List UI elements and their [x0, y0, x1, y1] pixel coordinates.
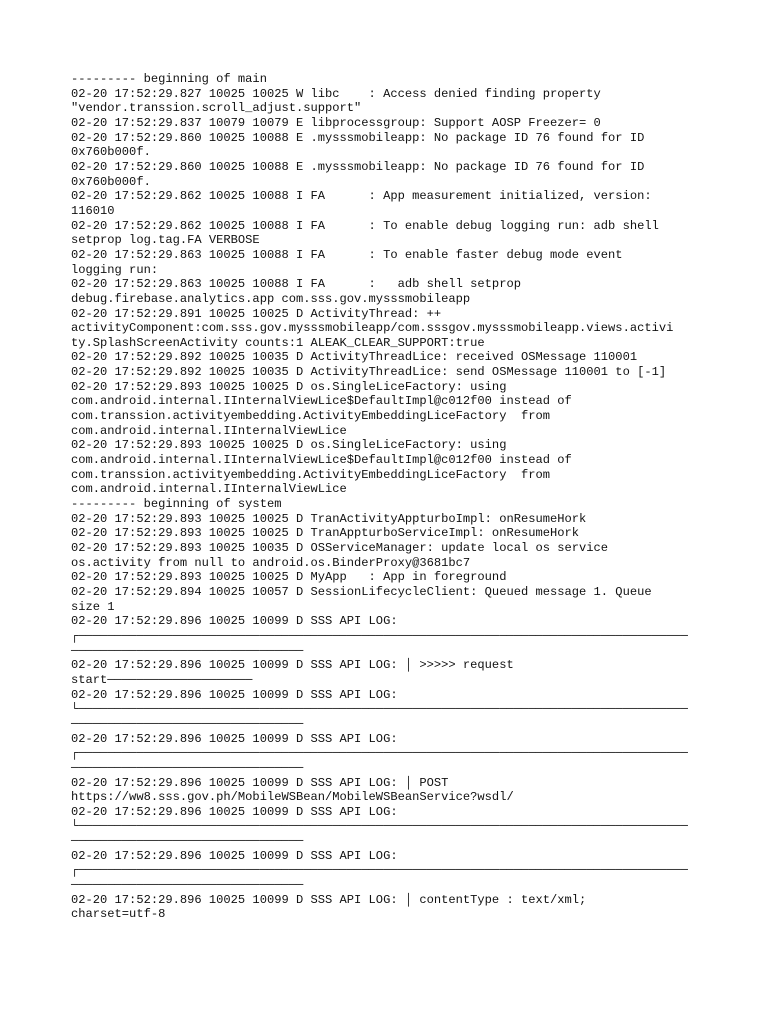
log-line: 02-20 17:52:29.893 10025 10025 D TranActivityAppturboImpl: onResumeHork: [71, 511, 587, 526]
log-line: 02-20 17:52:29.863 10025 10088 I FA : To enable faster debug mode event: [71, 247, 623, 262]
log-line: ────────────────────────────────: [71, 643, 304, 658]
log-line: 0x760b000f.: [71, 145, 151, 160]
log-line: 02-20 17:52:29.827 10025 10025 W libc : Access denied finding property: [71, 86, 601, 101]
log-line: ────────────────────────────────: [71, 716, 304, 731]
log-line: 02-20 17:52:29.893 10025 10025 D os.SingleLiceFactory: using: [71, 438, 507, 453]
log-line: size 1: [71, 599, 115, 614]
log-line: os.activity from null to android.os.BinderProxy@3681bc7: [71, 555, 471, 570]
log-line: ┌────────────────────────────────────────────────────────────────────────────────────: [71, 628, 688, 643]
log-line: 02-20 17:52:29.896 10025 10099 D SSS API LOG: │ POST: [71, 775, 449, 790]
log-line: 02-20 17:52:29.894 10025 10057 D SessionLifecycleClient: Queued message 1. Queue: [71, 584, 652, 599]
log-line: 02-20 17:52:29.896 10025 10099 D SSS API LOG:: [71, 614, 398, 629]
log-line: 02-20 17:52:29.896 10025 10099 D SSS API LOG:: [71, 731, 398, 746]
log-line: 02-20 17:52:29.893 10025 10035 D OSServiceManager: update local os service: [71, 541, 609, 555]
log-line: 0x760b000f.: [71, 174, 151, 189]
log-line: setprop log.tag.FA VERBOSE: [71, 233, 260, 248]
log-line: activityComponent:com.sss.gov.mysssmobileapp/com.sssgov.mysssmobileapp.views.activi: [71, 321, 674, 336]
log-line: 02-20 17:52:29.896 10025 10099 D SSS API LOG: │ >>>>> request: [71, 658, 514, 673]
log-line: ty.SplashScreenActivity counts:1 ALEAK_CLEAR_SUPPORT:true: [71, 335, 485, 350]
log-line: 02-20 17:52:29.892 10025 10035 D ActivityThreadLice: send OSMessage 110001 to [-1]: [71, 365, 667, 380]
log-line: https://ww8.sss.gov.ph/MobileWSBean/MobileWSBeanService?wsdl/: [71, 790, 514, 805]
log-line: └────────────────────────────────────────────────────────────────────────────────────: [71, 819, 688, 834]
log-line: 02-20 17:52:29.837 10079 10079 E libprocessgroup: Support AOSP Freezer= 0: [71, 115, 601, 130]
log-line: com.transsion.activityembedding.ActivityEmbeddingLiceFactory from: [71, 467, 550, 482]
log-line: 116010: [71, 203, 115, 218]
log-line: 02-20 17:52:29.893 10025 10025 D os.SingleLiceFactory: using: [71, 379, 507, 394]
log-document: [71, 72, 701, 922]
log-line: ┌────────────────────────────────────────────────────────────────────────────────────: [71, 746, 688, 761]
log-line: com.android.internal.IInternalViewLice$DefaultImpl@c012f00 instead of: [71, 394, 572, 409]
log-line: 02-20 17:52:29.860 10025 10088 E .mysssmobileapp: No package ID 76 found for ID: [71, 159, 645, 174]
log-line: --------- beginning of main: [71, 72, 267, 86]
log-line: 02-20 17:52:29.862 10025 10088 I FA : App measurement initialized, version:: [71, 189, 652, 204]
log-line: com.transsion.activityembedding.ActivityEmbeddingLiceFactory from: [71, 409, 550, 424]
log-line: 02-20 17:52:29.862 10025 10088 I FA : To enable debug logging run: adb shell: [71, 218, 659, 233]
log-line: 02-20 17:52:29.860 10025 10088 E .mysssmobileapp: No package ID 76 found for ID: [71, 130, 645, 145]
log-line: com.android.internal.IInternalViewLice: [71, 482, 347, 497]
log-line: com.android.internal.IInternalViewLice$DefaultImpl@c012f00 instead of: [71, 453, 572, 468]
log-line: 02-20 17:52:29.896 10025 10099 D SSS API LOG: │ contentType : text/xml;: [71, 892, 587, 907]
log-line: "vendor.transsion.scroll_adjust.support": [71, 101, 362, 116]
log-line: 02-20 17:52:29.892 10025 10035 D ActivityThreadLice: received OSMessage 110001: [71, 350, 638, 365]
log-line: 02-20 17:52:29.893 10025 10025 D MyApp : App in foreground: [71, 570, 507, 585]
log-line: debug.firebase.analytics.app com.sss.gov.mysssmobileapp: [71, 291, 471, 306]
log-line: start────────────────────: [71, 672, 253, 687]
log-line: └────────────────────────────────────────────────────────────────────────────────────: [71, 702, 688, 717]
log-line: 02-20 17:52:29.896 10025 10099 D SSS API LOG:: [71, 804, 398, 819]
log-line: ────────────────────────────────: [71, 878, 304, 893]
log-line: 02-20 17:52:29.893 10025 10025 D TranAppturboServiceImpl: onResumeHork: [71, 526, 580, 541]
log-line: ────────────────────────────────: [71, 834, 304, 849]
log-line: logging run:: [71, 262, 159, 277]
log-line: 02-20 17:52:29.891 10025 10025 D ActivityThread: ++: [71, 306, 442, 321]
log-line: ┌────────────────────────────────────────────────────────────────────────────────────: [71, 863, 688, 878]
log-line: --------- beginning of system: [71, 497, 282, 512]
log-line: ────────────────────────────────: [71, 760, 304, 775]
log-line: 02-20 17:52:29.896 10025 10099 D SSS API LOG:: [71, 687, 398, 702]
log-line: 02-20 17:52:29.863 10025 10088 I FA : adb shell setprop: [71, 277, 521, 292]
log-line: com.android.internal.IInternalViewLice: [71, 423, 347, 438]
log-line: 02-20 17:52:29.896 10025 10099 D SSS API LOG:: [71, 848, 398, 863]
log-line: charset=utf-8: [71, 907, 166, 922]
